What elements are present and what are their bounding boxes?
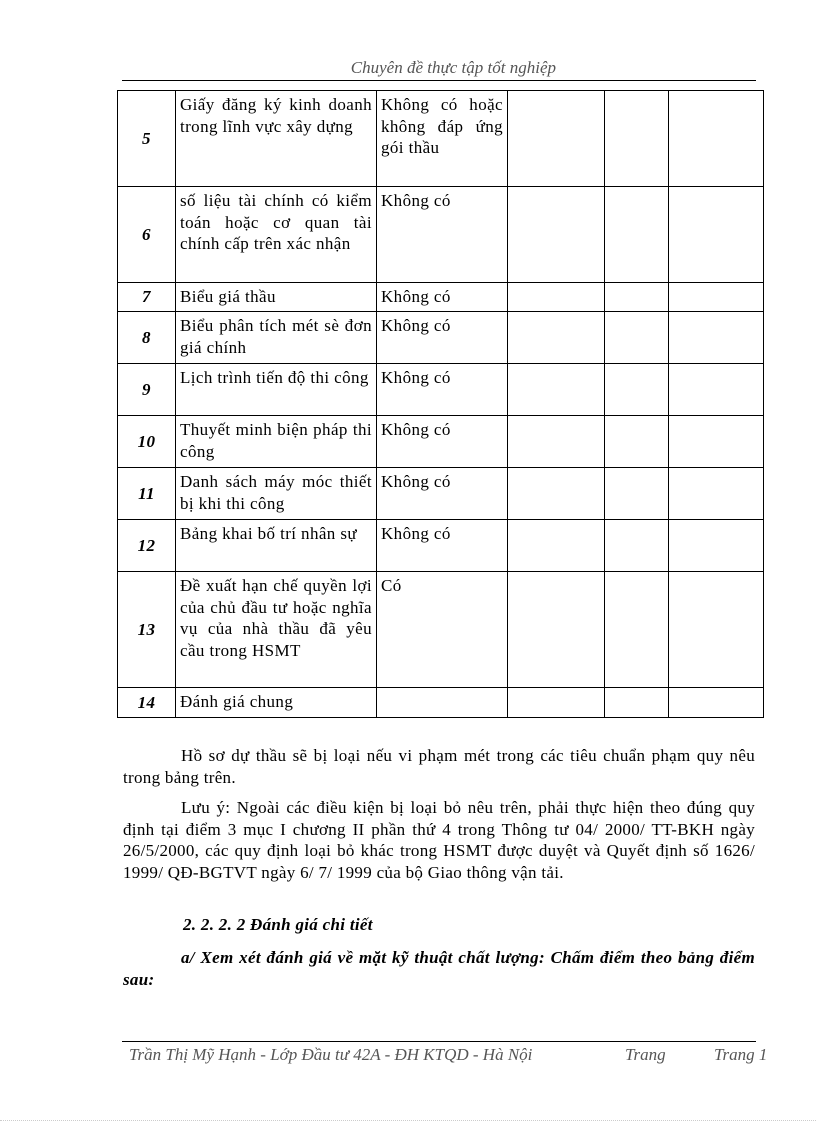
row-number: 9 bbox=[118, 364, 176, 416]
empty-cell bbox=[508, 312, 605, 364]
section-heading: 2. 2. 2. 2 Đánh giá chi tiết bbox=[183, 915, 373, 934]
requirement-cell: Không có bbox=[377, 468, 508, 520]
requirement-cell bbox=[377, 688, 508, 718]
empty-cell bbox=[605, 187, 669, 283]
empty-cell bbox=[508, 91, 605, 187]
empty-cell bbox=[669, 187, 764, 283]
criterion-cell: số liệu tài chính có kiểm toán hoặc cơ quan tài chính cấp trên xác nhận bbox=[176, 187, 377, 283]
requirement-cell: Không có hoặc không đáp ứng gói thầu bbox=[377, 91, 508, 187]
empty-cell bbox=[669, 520, 764, 572]
criterion-cell: Bảng khai bố trí nhân sự bbox=[176, 520, 377, 572]
paragraph-technical-evaluation: a/ Xem xét đánh giá về mặt kỹ thuật chất lượng: Chấm điểm theo bảng điểm sau: bbox=[123, 948, 755, 989]
row-number: 7 bbox=[118, 283, 176, 312]
footer-author: Trần Thị Mỹ Hạnh - Lớp Đầu tư 42A - ĐH KTQD - Hà Nội bbox=[129, 1045, 533, 1064]
header-title: Chuyên đề thực tập tốt nghiệp bbox=[350, 58, 556, 77]
footer-page-label: Trang bbox=[625, 1045, 666, 1064]
page-bottom-border bbox=[0, 1120, 816, 1121]
empty-cell bbox=[508, 520, 605, 572]
paragraph-disqualification: Hồ sơ dự thầu sẽ bị loại nếu vi phạm mét trong các tiêu chuẩn phạm quy nêu trong bảng trên. bbox=[123, 746, 755, 787]
requirement-cell: Không có bbox=[377, 187, 508, 283]
row-number: 11 bbox=[118, 468, 176, 520]
empty-cell bbox=[669, 91, 764, 187]
empty-cell bbox=[508, 416, 605, 468]
criterion-cell: Lịch trình tiến độ thi công bbox=[176, 364, 377, 416]
requirement-cell: Có bbox=[377, 572, 508, 688]
table-row bbox=[118, 364, 764, 416]
empty-cell bbox=[605, 572, 669, 688]
requirement-cell: Không có bbox=[377, 283, 508, 312]
criterion-cell: Biểu phân tích mét sè đơn giá chính bbox=[176, 312, 377, 364]
table-row bbox=[118, 520, 764, 572]
criterion-cell: Biểu giá thầu bbox=[176, 283, 377, 312]
table-row bbox=[118, 187, 764, 283]
requirement-cell: Không có bbox=[377, 520, 508, 572]
table-row bbox=[118, 688, 764, 718]
row-number: 13 bbox=[118, 572, 176, 688]
requirement-cell: Không có bbox=[377, 312, 508, 364]
page-footer bbox=[122, 1041, 768, 1064]
empty-cell bbox=[669, 468, 764, 520]
footer-page-number: Trang 1 bbox=[714, 1045, 768, 1064]
row-number: 6 bbox=[118, 187, 176, 283]
table-row bbox=[118, 312, 764, 364]
page-header bbox=[122, 58, 756, 81]
empty-cell bbox=[669, 283, 764, 312]
table-row bbox=[118, 468, 764, 520]
criterion-cell: Giấy đăng ký kinh doanh trong lĩnh vực xây dựng bbox=[176, 91, 377, 187]
empty-cell bbox=[508, 187, 605, 283]
empty-cell bbox=[605, 283, 669, 312]
table-row bbox=[118, 91, 764, 187]
empty-cell bbox=[605, 364, 669, 416]
empty-cell bbox=[605, 91, 669, 187]
empty-cell bbox=[669, 364, 764, 416]
table-row bbox=[118, 572, 764, 688]
row-number: 14 bbox=[118, 688, 176, 718]
row-number: 12 bbox=[118, 520, 176, 572]
row-number: 5 bbox=[118, 91, 176, 187]
empty-cell bbox=[508, 572, 605, 688]
empty-cell bbox=[508, 364, 605, 416]
empty-cell bbox=[669, 416, 764, 468]
requirement-cell: Không có bbox=[377, 364, 508, 416]
row-number: 8 bbox=[118, 312, 176, 364]
paragraph-note: Lưu ý: Ngoài các điều kiện bị loại bỏ nêu trên, phải thực hiện theo đúng quy định tại điểm 3 mục I chương II phần thứ 4 trong Thông tư 04/ 2000/ TT-BKH ngày 26/5/2000, các quy định loại bỏ khác trong HSMT được duyệt và Quyết định số 1626/ 1999/ QĐ-BGTVT ngày 6/ 7/ 1999 của bộ Giao thông vận tải. bbox=[123, 798, 755, 882]
empty-cell bbox=[605, 520, 669, 572]
empty-cell bbox=[605, 688, 669, 718]
criterion-cell: Đề xuất hạn chế quyền lợi của chủ đầu tư hoặc nghĩa vụ của nhà thầu đã yêu cầu trong HSMT bbox=[176, 572, 377, 688]
criterion-cell: Thuyết minh biện pháp thi công bbox=[176, 416, 377, 468]
row-number: 10 bbox=[118, 416, 176, 468]
empty-cell bbox=[508, 283, 605, 312]
criterion-cell: Đánh giá chung bbox=[176, 688, 377, 718]
empty-cell bbox=[669, 688, 764, 718]
criterion-cell: Danh sách máy móc thiết bị khi thi công bbox=[176, 468, 377, 520]
empty-cell bbox=[669, 572, 764, 688]
empty-cell bbox=[508, 468, 605, 520]
empty-cell bbox=[605, 416, 669, 468]
requirement-cell: Không có bbox=[377, 416, 508, 468]
table-row bbox=[118, 416, 764, 468]
empty-cell bbox=[605, 468, 669, 520]
empty-cell bbox=[605, 312, 669, 364]
empty-cell bbox=[508, 688, 605, 718]
table-row bbox=[118, 283, 764, 312]
criteria-table bbox=[117, 90, 764, 718]
empty-cell bbox=[669, 312, 764, 364]
